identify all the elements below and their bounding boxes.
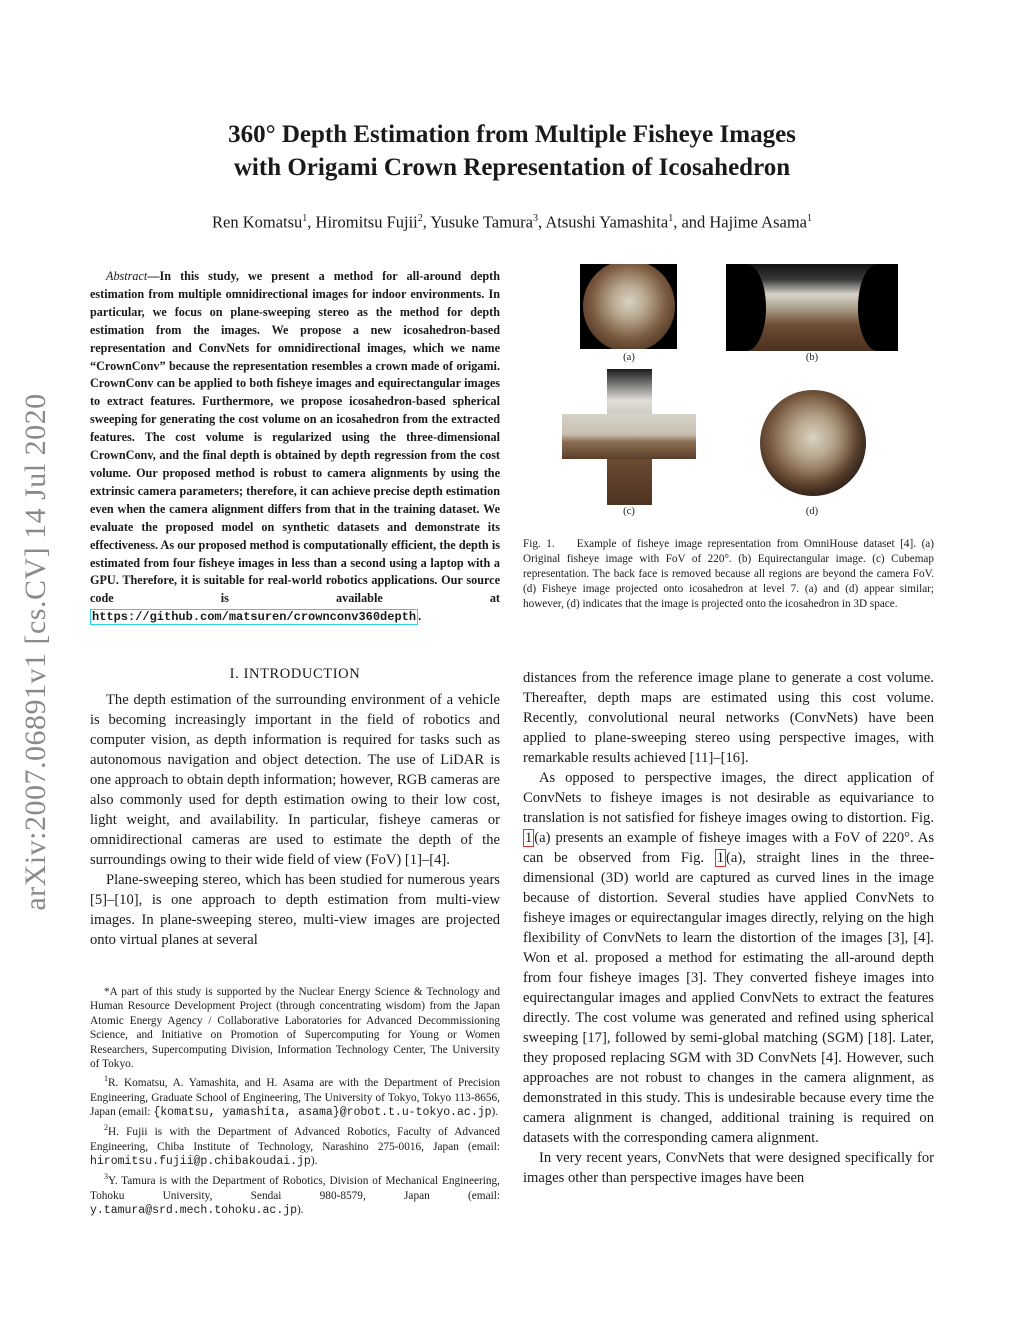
figure-panel-a-fisheye-image	[580, 264, 677, 349]
footnote-text: H. Fujii is with the Department of Advanced Robotics, Faculty of Advanced Engineering, Chiba Institute of Technology, Narashino 275-0016, Japan (email:	[90, 1126, 500, 1153]
title-line-2: with Origami Crown Representation of Icosahedron	[233, 154, 791, 181]
figure-panel-c-cubemap	[562, 369, 696, 505]
paragraph: Plane-sweeping stereo, which has been studied for numerous years [5]–[10], is one approach to depth estimation from multi-view images. In plane-sweeping stereo, multi-view images are projected onto virtual planes at several	[90, 872, 500, 948]
footnotes	[90, 985, 500, 1219]
right-column-body	[523, 668, 934, 1188]
figure-panel-b-equirectangular-image	[726, 264, 898, 351]
author-list	[120, 207, 904, 235]
abstract-end: .	[418, 609, 422, 624]
footnote-funding: *A part of this study is supported by the Nuclear Energy Science & Technology and Human Resource Development Project (through concentrating wisdom) from the Japan Atomic Energy Agency / Collaborative Laboratories for Advanced Decommissioning Science, and Initiative on Promotion of Supercomputing for Young or Women Researchers, Supercomputing Division, Information Technology Center, The University of Tokyo.	[90, 986, 500, 1071]
cubemap-face-front	[607, 414, 652, 459]
footnote-end: ).	[491, 1106, 499, 1119]
author-name: Yusuke Tamura	[430, 212, 533, 232]
author-affiliation: 1	[668, 213, 674, 224]
footnote-marker: 3	[104, 1172, 108, 1182]
paragraph-text: (a) presents an example of fisheye images with a FoV of 220°. As can be observed from Fig.	[523, 830, 934, 866]
author-affiliation: 1	[302, 213, 308, 224]
footnote-marker: 2	[104, 1123, 108, 1133]
footnote-end: ).	[310, 1155, 318, 1167]
footnote-email: y.tamura@srd.mech.tohoku.ac.jp	[90, 1203, 298, 1217]
footnote-email: hiromitsu.fujii@p.chibakoudai.jp	[90, 1155, 311, 1168]
source-code-link[interactable]: https://github.com/matsuren/crownconv360depth	[92, 610, 417, 625]
figure-reference-link[interactable]: 1	[525, 830, 533, 846]
author-affiliation: 1	[807, 213, 812, 224]
footnote-2	[90, 1121, 500, 1169]
arxiv-identifier: arXiv:2007.06891v1 [cs.CV] 14 Jul 2020	[19, 393, 52, 911]
author-name: Hajime Asama	[709, 212, 807, 232]
author-separator: , and	[673, 212, 710, 232]
title-line-1: 360° Depth Estimation from Multiple Fisheye Images	[228, 121, 796, 148]
paper-title	[150, 118, 874, 184]
footnote-3	[90, 1170, 500, 1218]
caption-text: Example of fisheye image representation from OmniHouse dataset [4]. (a) Original fisheye image with FoV of 220°. (b) Equirectangular image. (c) Cubemap representation. The back face is removed because all regions are beyond the camera FoV. (d) Fisheye image projected onto icosahedron at level 7. (a) and (d) appear similar; however, (d) indicates that the image is projected onto the icosahedron in 3D space.	[523, 538, 934, 610]
figure-1-caption	[523, 537, 934, 612]
figure-label-c: (c)	[623, 506, 635, 517]
figure-label-a: (a)	[623, 352, 635, 363]
abstract	[90, 268, 500, 627]
equirect-left-mask	[726, 264, 766, 351]
footnote-end: ).	[297, 1203, 304, 1216]
cubemap-face-top	[607, 369, 652, 414]
cubemap-face-left	[562, 414, 607, 459]
paragraph	[523, 768, 934, 1148]
author-separator: ,	[537, 212, 546, 232]
footnote-email: {komatsu, yamashita, asama}@robot.t.u-tokyo.ac.jp	[153, 1106, 492, 1120]
abstract-label: Abstract	[106, 269, 148, 283]
author-name: Ren Komatsu	[212, 212, 303, 232]
abstract-text: In this study, we present a method for all-around depth estimation from multiple omnidirectional images for indoor environments. In particular, we focus on plane-sweeping stereo as the method for depth estimation from the images. We propose a new icosahedron-based representation and ConvNets for omnidirectional images, which we name “CrownConv” because the representation resembles a crown made of origami. CrownConv can be applied to both fisheye images and equirectangular images to extract features. Furthermore, we propose icosahedron-based spherical sweeping for generating the cost volume on an icosahedron from the extracted features. The cost volume is regularized using the three-dimensional CrownConv, and the final depth is obtained by depth regression from the cost volume. Our proposed method is robust to camera alignments by using the extrinsic camera parameters; therefore, it can achieve precise depth estimation even when the camera alignment differs from that in the training dataset. We evaluate the proposed model on synthetic datasets and demonstrate its effectiveness. As our proposed method is computationally efficient, the depth is estimated from four fisheye images in less than a second using a laptop with a GPU. Therefore, it is suitable for real-world robotics applications. Our source code is available at	[90, 269, 500, 606]
figure-label-b: (b)	[805, 352, 819, 363]
left-column-body	[90, 690, 500, 950]
author-affiliation: 3	[532, 213, 538, 224]
footnote-text: R. Komatsu, A. Yamashita, and H. Asama are with the Department of Precision Engineering, Graduate School of Engineering, The University of Tokyo, Tokyo 113-8656, Japan (email:	[90, 1077, 500, 1119]
footnote-1	[90, 1072, 500, 1120]
paragraph: In very recent years, ConvNets that were designed specifically for images other than perspective images have been	[523, 1150, 934, 1186]
section-title: INTRODUCTION	[243, 666, 361, 682]
author-name: Hiromitsu Fujii	[315, 212, 418, 232]
author-name: Atsushi Yamashita	[545, 212, 669, 232]
cubemap-face-bottom	[607, 459, 652, 505]
cubemap-face-right	[652, 414, 696, 459]
caption-label: Fig. 1.	[523, 538, 555, 550]
footnote-text: Y. Tamura is with the Department of Robotics, Division of Mechanical Engineering, Tohoku University, Sendai 980-8579, Japan (email:	[90, 1175, 500, 1202]
author-affiliation: 2	[417, 213, 423, 224]
figure-reference-link[interactable]: 1	[716, 850, 725, 866]
section-heading-introduction	[90, 666, 500, 683]
equirect-right-mask	[858, 264, 898, 351]
paragraph-text: (a), straight lines in the three-dimensional (3D) world are captured as curved lines in the image because of distortion. Several studies have applied ConvNets to fisheye images or equirectangular images directly, relying on the high flexibility of ConvNets to learn the distortion of the images [3], [4]. Won et al. proposed a method for estimating the all-around depth from four fisheye images [3]. They converted fisheye images into equirectangular images and applied ConvNets to extract the features directly. The cost volume was generated and refined using spherical sweeping [17], followed by semi-global matching (SGM) [18]. Later, they proposed replacing SGM with 3D ConvNets [4]. However, such approaches are not robust to changes in the camera alignment, as demonstrated in this study. This is undesirable because every time the camera alignment is changed, additional training is required on datasets with the corresponding camera alignment.	[523, 850, 934, 1146]
fisheye-circle	[583, 264, 675, 349]
abstract-dash: —	[147, 269, 160, 283]
figure-label-d: (d)	[805, 506, 819, 517]
figure-panel-d-icosahedron-projection	[760, 390, 866, 496]
paragraph-text: As opposed to perspective images, the direct application of ConvNets to fisheye images is not desirable as equivariance to translation is not satisfied for fisheye images owing to distortion. Fig.	[523, 770, 934, 826]
footnote-marker: 1	[104, 1074, 108, 1084]
paragraph: distances from the reference image plane to generate a cost volume. Thereafter, depth maps are estimated using this cost volume. Recently, convolutional neural networks (ConvNets) have been applied to plane-sweeping stereo using perspective images, with remarkable results achieved [11]–[16].	[523, 670, 934, 766]
section-number: I.	[229, 666, 240, 682]
author-separator: ,	[307, 212, 316, 232]
author-separator: ,	[422, 212, 431, 232]
paragraph: The depth estimation of the surrounding environment of a vehicle is becoming increasingly important in the field of robotics and computer vision, as depth information is required for tasks such as autonomous navigation and object detection. The use of LiDAR is one approach to obtain depth information; however, RGB cameras are also commonly used for depth estimation owing to their low cost, light weight, and availability. In particular, fisheye cameras or omnidirectional cameras are used to estimate the depth of the surroundings owing to their wide field of view (FoV) [1]–[4].	[90, 692, 500, 868]
